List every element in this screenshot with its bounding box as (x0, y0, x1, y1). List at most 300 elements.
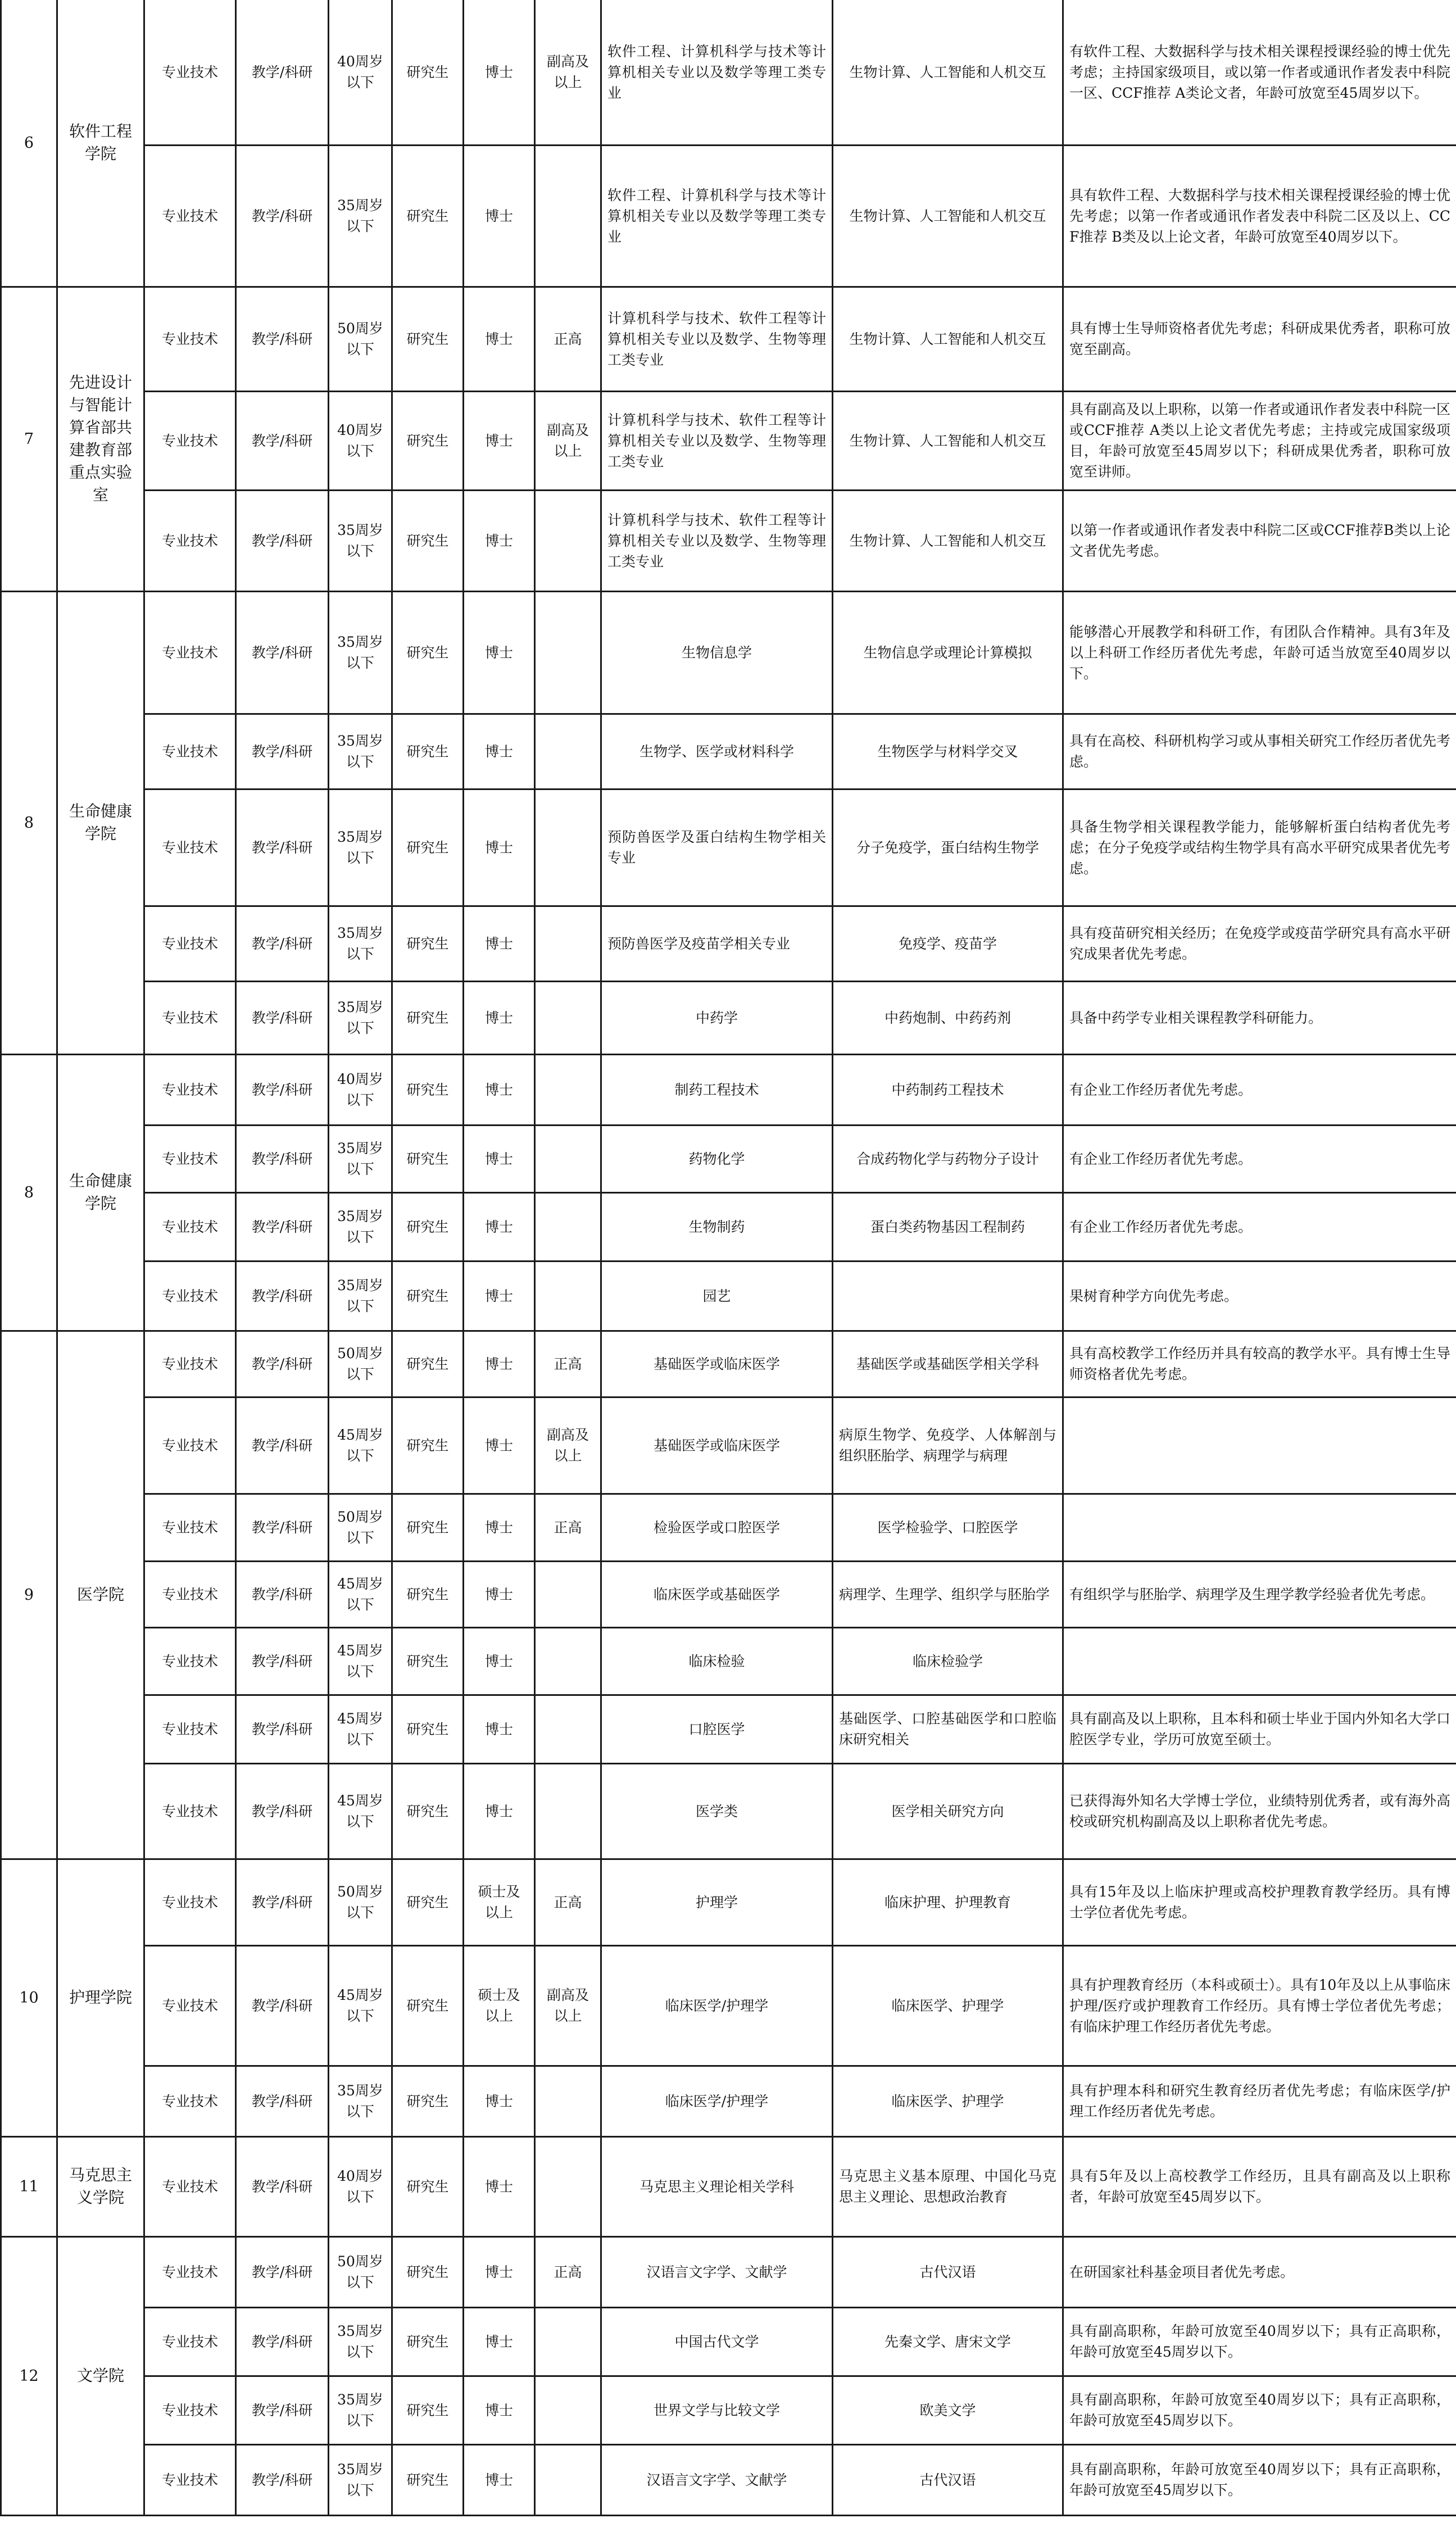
position-type: 教学/科研 (236, 1397, 329, 1494)
other-requirements: 具有副高及以上职称，且本科和硕士毕业于国内外知名大学口腔医学专业，学历可放宽至硕士。 (1063, 1695, 1456, 1763)
degree: 博士 (464, 287, 535, 391)
education: 研究生 (392, 2136, 464, 2236)
other-requirements (1063, 1627, 1456, 1695)
title-requirement (535, 1261, 601, 1331)
table-row (1, 1695, 1456, 1763)
title-requirement (535, 981, 601, 1054)
table-row (1, 490, 1456, 591)
seq-number: 12 (1, 2236, 57, 2515)
other-requirements: 在研国家社科基金项目者优先考虑。 (1063, 2236, 1456, 2307)
degree: 博士 (464, 1331, 535, 1397)
major-requirement: 检验医学或口腔医学 (601, 1494, 833, 1561)
position-category: 专业技术 (144, 906, 236, 981)
table-row (1, 2444, 1456, 2515)
research-direction: 古代汉语 (833, 2444, 1063, 2515)
age-requirement: 40周岁 以下 (329, 1054, 392, 1125)
age-requirement: 45周岁 以下 (329, 1945, 392, 2066)
other-requirements: 具有博士生导师资格者优先考虑；科研成果优秀者，职称可放宽至副高。 (1063, 287, 1456, 391)
position-type: 教学/科研 (236, 1261, 329, 1331)
research-direction: 病理学、生理学、组织学与胚胎学 (833, 1561, 1063, 1627)
major-requirement: 临床医学/护理学 (601, 1945, 833, 2066)
title-requirement: 正高 (535, 1494, 601, 1561)
position-category: 专业技术 (144, 2136, 236, 2236)
unit-name: 护理学院 (57, 1859, 144, 2136)
education: 研究生 (392, 2236, 464, 2307)
research-direction: 生物计算、人工智能和人机交互 (833, 490, 1063, 591)
table-row (1, 2066, 1456, 2136)
research-direction: 生物计算、人工智能和人机交互 (833, 145, 1063, 287)
education: 研究生 (392, 1192, 464, 1261)
other-requirements: 有企业工作经历者优先考虑。 (1063, 1054, 1456, 1125)
education: 研究生 (392, 1945, 464, 2066)
degree: 博士 (464, 906, 535, 981)
table-row (1, 2136, 1456, 2236)
research-direction: 生物医学与材料学交叉 (833, 714, 1063, 789)
other-requirements: 具有软件工程、大数据科学与技术相关课程授课经验的博士优先考虑；以第一作者或通讯作者发表中科院二区及以上、CCF推荐 B类及以上论文者，年龄可放宽至40周岁以下。 (1063, 145, 1456, 287)
degree: 博士 (464, 2376, 535, 2444)
major-requirement: 汉语言文字学、文献学 (601, 2236, 833, 2307)
research-direction (833, 1261, 1063, 1331)
position-type: 教学/科研 (236, 1331, 329, 1397)
position-type: 教学/科研 (236, 1695, 329, 1763)
title-requirement (535, 2444, 601, 2515)
research-direction: 蛋白类药物基因工程制药 (833, 1192, 1063, 1261)
age-requirement: 35周岁 以下 (329, 714, 392, 789)
major-requirement: 计算机科学与技术、软件工程等计算机相关专业以及数学、生物等理工类专业 (601, 490, 833, 591)
other-requirements (1063, 1494, 1456, 1561)
title-requirement: 正高 (535, 1331, 601, 1397)
age-requirement: 45周岁 以下 (329, 1397, 392, 1494)
major-requirement: 计算机科学与技术、软件工程等计算机相关专业以及数学、生物等理工类专业 (601, 287, 833, 391)
age-requirement: 40周岁 以下 (329, 391, 392, 490)
education: 研究生 (392, 1494, 464, 1561)
position-type: 教学/科研 (236, 1561, 329, 1627)
major-requirement: 生物学、医学或材料科学 (601, 714, 833, 789)
research-direction: 基础医学或基础医学相关学科 (833, 1331, 1063, 1397)
education: 研究生 (392, 2444, 464, 2515)
table-row (1, 1192, 1456, 1261)
age-requirement: 40周岁 以下 (329, 0, 392, 145)
degree: 博士 (464, 1125, 535, 1192)
other-requirements: 具有5年及以上高校教学工作经历，且具有副高及以上职称者，年龄可放宽至45周岁以下。 (1063, 2136, 1456, 2236)
research-direction: 生物计算、人工智能和人机交互 (833, 287, 1063, 391)
title-requirement (535, 906, 601, 981)
degree: 博士 (464, 1261, 535, 1331)
age-requirement: 35周岁 以下 (329, 2307, 392, 2376)
degree: 博士 (464, 490, 535, 591)
position-category: 专业技术 (144, 1627, 236, 1695)
degree: 博士 (464, 2444, 535, 2515)
table-row (1, 2307, 1456, 2376)
position-type: 教学/科研 (236, 1054, 329, 1125)
title-requirement (535, 1561, 601, 1627)
other-requirements: 具有副高及以上职称，以第一作者或通讯作者发表中科院一区或CCF推荐 A类以上论文者优先考虑；主持或完成国家级项目，年龄可放宽至45周岁以下；科研成果优秀者，职称可放宽至讲师。 (1063, 391, 1456, 490)
major-requirement: 口腔医学 (601, 1695, 833, 1763)
research-direction: 马克思主义基本原理、中国化马克思主义理论、思想政治教育 (833, 2136, 1063, 2236)
seq-number: 8 (1, 591, 57, 1054)
position-category: 专业技术 (144, 2376, 236, 2444)
major-requirement: 生物信息学 (601, 591, 833, 714)
position-type: 教学/科研 (236, 2236, 329, 2307)
other-requirements: 具有护理教育经历（本科或硕士）。具有10年及以上从事临床护理/医疗或护理教育工作经历。具有博士学位者优先考虑；有临床护理工作经历者优先考虑。 (1063, 1945, 1456, 2066)
research-direction: 临床医学、护理学 (833, 1945, 1063, 2066)
major-requirement: 临床医学/护理学 (601, 2066, 833, 2136)
table-row (1, 1054, 1456, 1125)
degree: 博士 (464, 591, 535, 714)
table-row (1, 1494, 1456, 1561)
unit-name: 生命健康 学院 (57, 591, 144, 1054)
degree: 博士 (464, 2136, 535, 2236)
title-requirement (535, 1627, 601, 1695)
seq-number: 10 (1, 1859, 57, 2136)
education: 研究生 (392, 287, 464, 391)
education: 研究生 (392, 789, 464, 906)
research-direction: 临床医学、护理学 (833, 2066, 1063, 2136)
research-direction: 病原生物学、免疫学、人体解剖与组织胚胎学、病理学与病理 (833, 1397, 1063, 1494)
major-requirement: 预防兽医学及蛋白结构生物学相关专业 (601, 789, 833, 906)
position-category: 专业技术 (144, 1192, 236, 1261)
age-requirement: 45周岁 以下 (329, 1695, 392, 1763)
major-requirement: 临床检验 (601, 1627, 833, 1695)
other-requirements: 具有在高校、科研机构学习或从事相关研究工作经历者优先考虑。 (1063, 714, 1456, 789)
position-type: 教学/科研 (236, 490, 329, 591)
position-category: 专业技术 (144, 591, 236, 714)
major-requirement: 医学类 (601, 1763, 833, 1859)
position-category: 专业技术 (144, 1561, 236, 1627)
education: 研究生 (392, 1695, 464, 1763)
position-category: 专业技术 (144, 2444, 236, 2515)
age-requirement: 35周岁 以下 (329, 1125, 392, 1192)
research-direction: 生物信息学或理论计算模拟 (833, 591, 1063, 714)
degree: 博士 (464, 145, 535, 287)
unit-name: 先进设计 与智能计 算省部共 建教育部 重点实验 室 (57, 287, 144, 591)
education: 研究生 (392, 145, 464, 287)
degree: 博士 (464, 1494, 535, 1561)
age-requirement: 50周岁 以下 (329, 1859, 392, 1945)
education: 研究生 (392, 1561, 464, 1627)
unit-name: 生命健康 学院 (57, 1054, 144, 1331)
age-requirement: 35周岁 以下 (329, 2444, 392, 2515)
other-requirements: 具有疫苗研究相关经历；在免疫学或疫苗学研究具有高水平研究成果者优先考虑。 (1063, 906, 1456, 981)
education: 研究生 (392, 1054, 464, 1125)
title-requirement (535, 2136, 601, 2236)
table-row (1, 287, 1456, 391)
seq-number: 6 (1, 0, 57, 287)
unit-name: 软件工程 学院 (57, 0, 144, 287)
table-row (1, 1627, 1456, 1695)
age-requirement: 35周岁 以下 (329, 490, 392, 591)
title-requirement (535, 1695, 601, 1763)
education: 研究生 (392, 2307, 464, 2376)
major-requirement: 马克思主义理论相关学科 (601, 2136, 833, 2236)
major-requirement: 汉语言文字学、文献学 (601, 2444, 833, 2515)
position-category: 专业技术 (144, 2307, 236, 2376)
position-category: 专业技术 (144, 1945, 236, 2066)
table-row (1, 2376, 1456, 2444)
major-requirement: 中药学 (601, 981, 833, 1054)
table-row (1, 714, 1456, 789)
degree: 硕士及 以上 (464, 1859, 535, 1945)
degree: 博士 (464, 1192, 535, 1261)
table-row (1, 981, 1456, 1054)
other-requirements: 具备中药学专业相关课程教学科研能力。 (1063, 981, 1456, 1054)
title-requirement (535, 591, 601, 714)
research-direction: 生物计算、人工智能和人机交互 (833, 391, 1063, 490)
table-row (1, 1945, 1456, 2066)
age-requirement: 35周岁 以下 (329, 591, 392, 714)
position-type: 教学/科研 (236, 0, 329, 145)
position-type: 教学/科研 (236, 1192, 329, 1261)
age-requirement: 45周岁 以下 (329, 1763, 392, 1859)
education: 研究生 (392, 1397, 464, 1494)
education: 研究生 (392, 1261, 464, 1331)
table-row (1, 391, 1456, 490)
other-requirements: 具有副高职称，年龄可放宽至40周岁以下；具有正高职称，年龄可放宽至45周岁以下。 (1063, 2444, 1456, 2515)
age-requirement: 50周岁 以下 (329, 287, 392, 391)
education: 研究生 (392, 714, 464, 789)
major-requirement: 计算机科学与技术、软件工程等计算机相关专业以及数学、生物等理工类专业 (601, 391, 833, 490)
major-requirement: 软件工程、计算机科学与技术等计算机相关专业以及数学等理工类专业 (601, 145, 833, 287)
seq-number: 7 (1, 287, 57, 591)
age-requirement: 35周岁 以下 (329, 981, 392, 1054)
title-requirement: 正高 (535, 2236, 601, 2307)
unit-name: 马克思主 义学院 (57, 2136, 144, 2236)
position-category: 专业技术 (144, 1125, 236, 1192)
research-direction: 中药制药工程技术 (833, 1054, 1063, 1125)
degree: 博士 (464, 2066, 535, 2136)
degree: 博士 (464, 1054, 535, 1125)
education: 研究生 (392, 591, 464, 714)
major-requirement: 基础医学或临床医学 (601, 1331, 833, 1397)
position-category: 专业技术 (144, 490, 236, 591)
degree: 博士 (464, 2307, 535, 2376)
other-requirements: 具有副高职称，年龄可放宽至40周岁以下；具有正高职称，年龄可放宽至45周岁以下。 (1063, 2376, 1456, 2444)
other-requirements: 具有副高职称，年龄可放宽至40周岁以下；具有正高职称，年龄可放宽至45周岁以下。 (1063, 2307, 1456, 2376)
age-requirement: 45周岁 以下 (329, 1561, 392, 1627)
research-direction: 中药炮制、中药药剂 (833, 981, 1063, 1054)
degree: 博士 (464, 2236, 535, 2307)
other-requirements: 有企业工作经历者优先考虑。 (1063, 1125, 1456, 1192)
age-requirement: 35周岁 以下 (329, 2066, 392, 2136)
age-requirement: 35周岁 以下 (329, 1261, 392, 1331)
other-requirements: 有企业工作经历者优先考虑。 (1063, 1192, 1456, 1261)
title-requirement (535, 2376, 601, 2444)
degree: 博士 (464, 1397, 535, 1494)
table-row (1, 591, 1456, 714)
education: 研究生 (392, 391, 464, 490)
unit-name: 医学院 (57, 1331, 144, 1859)
title-requirement: 正高 (535, 1859, 601, 1945)
position-type: 教学/科研 (236, 1763, 329, 1859)
position-category: 专业技术 (144, 1054, 236, 1125)
major-requirement: 临床医学或基础医学 (601, 1561, 833, 1627)
seq-number: 9 (1, 1331, 57, 1859)
major-requirement: 药物化学 (601, 1125, 833, 1192)
position-category: 专业技术 (144, 1859, 236, 1945)
position-category: 专业技术 (144, 2236, 236, 2307)
research-direction: 免疫学、疫苗学 (833, 906, 1063, 981)
education: 研究生 (392, 906, 464, 981)
age-requirement: 35周岁 以下 (329, 2376, 392, 2444)
degree: 博士 (464, 1627, 535, 1695)
age-requirement: 40周岁 以下 (329, 2136, 392, 2236)
major-requirement: 预防兽医学及疫苗学相关专业 (601, 906, 833, 981)
degree: 博士 (464, 391, 535, 490)
unit-name: 文学院 (57, 2236, 144, 2515)
research-direction: 合成药物化学与药物分子设计 (833, 1125, 1063, 1192)
other-requirements: 果树育种学方向优先考虑。 (1063, 1261, 1456, 1331)
position-type: 教学/科研 (236, 981, 329, 1054)
position-type: 教学/科研 (236, 714, 329, 789)
other-requirements: 具有高校教学工作经历并具有较高的教学水平。具有博士生导师资格者优先考虑。 (1063, 1331, 1456, 1397)
degree: 博士 (464, 789, 535, 906)
position-category: 专业技术 (144, 1397, 236, 1494)
age-requirement: 50周岁 以下 (329, 1494, 392, 1561)
position-type: 教学/科研 (236, 789, 329, 906)
title-requirement: 副高及 以上 (535, 0, 601, 145)
position-type: 教学/科研 (236, 1859, 329, 1945)
table-row (1, 1561, 1456, 1627)
education: 研究生 (392, 490, 464, 591)
table-row (1, 0, 1456, 145)
age-requirement: 35周岁 以下 (329, 1192, 392, 1261)
education: 研究生 (392, 2066, 464, 2136)
other-requirements: 有软件工程、大数据科学与技术相关课程授课经验的博士优先考虑；主持国家级项目，或以第一作者或通讯作者发表中科院一区、CCF推荐 A类论文者，年龄可放宽至45周岁以下。 (1063, 0, 1456, 145)
age-requirement: 45周岁 以下 (329, 1627, 392, 1695)
position-category: 专业技术 (144, 1695, 236, 1763)
position-category: 专业技术 (144, 1494, 236, 1561)
position-category: 专业技术 (144, 1261, 236, 1331)
title-requirement: 正高 (535, 287, 601, 391)
title-requirement: 副高及 以上 (535, 391, 601, 490)
title-requirement (535, 2066, 601, 2136)
degree: 博士 (464, 1763, 535, 1859)
table-row (1, 1859, 1456, 1945)
table-row (1, 145, 1456, 287)
title-requirement (535, 1192, 601, 1261)
title-requirement (535, 2307, 601, 2376)
position-type: 教学/科研 (236, 2376, 329, 2444)
other-requirements: 具有15年及以上临床护理或高校护理教育教学经历。具有博士学位者优先考虑。 (1063, 1859, 1456, 1945)
seq-number: 8 (1, 1054, 57, 1331)
position-type: 教学/科研 (236, 906, 329, 981)
degree: 硕士及 以上 (464, 1945, 535, 2066)
position-type: 教学/科研 (236, 391, 329, 490)
research-direction: 医学检验学、口腔医学 (833, 1494, 1063, 1561)
title-requirement: 副高及 以上 (535, 1945, 601, 2066)
position-category: 专业技术 (144, 1331, 236, 1397)
major-requirement: 世界文学与比较文学 (601, 2376, 833, 2444)
research-direction: 先秦文学、唐宋文学 (833, 2307, 1063, 2376)
position-type: 教学/科研 (236, 2307, 329, 2376)
title-requirement (535, 1054, 601, 1125)
position-type: 教学/科研 (236, 287, 329, 391)
research-direction: 医学相关研究方向 (833, 1763, 1063, 1859)
major-requirement: 软件工程、计算机科学与技术等计算机相关专业以及数学等理工类专业 (601, 0, 833, 145)
other-requirements: 具备生物学相关课程教学能力，能够解析蛋白结构者优先考虑；在分子免疫学或结构生物学具有高水平研究成果者优先考虑。 (1063, 789, 1456, 906)
title-requirement (535, 1763, 601, 1859)
title-requirement: 副高及 以上 (535, 1397, 601, 1494)
position-type: 教学/科研 (236, 1125, 329, 1192)
education: 研究生 (392, 1125, 464, 1192)
position-type: 教学/科研 (236, 1945, 329, 2066)
position-type: 教学/科研 (236, 2136, 329, 2236)
position-type: 教学/科研 (236, 2066, 329, 2136)
position-category: 专业技术 (144, 1763, 236, 1859)
position-category: 专业技术 (144, 2066, 236, 2136)
position-type: 教学/科研 (236, 2444, 329, 2515)
degree: 博士 (464, 714, 535, 789)
table-row (1, 1125, 1456, 1192)
position-type: 教学/科研 (236, 1627, 329, 1695)
age-requirement: 35周岁 以下 (329, 145, 392, 287)
table-row (1, 1397, 1456, 1494)
research-direction: 临床护理、护理教育 (833, 1859, 1063, 1945)
major-requirement: 基础医学或临床医学 (601, 1397, 833, 1494)
position-category: 专业技术 (144, 0, 236, 145)
other-requirements: 具有护理本科和研究生教育经历者优先考虑；有临床医学/护理工作经历者优先考虑。 (1063, 2066, 1456, 2136)
age-requirement: 50周岁 以下 (329, 2236, 392, 2307)
education: 研究生 (392, 981, 464, 1054)
degree: 博士 (464, 1561, 535, 1627)
position-type: 教学/科研 (236, 591, 329, 714)
position-type: 教学/科研 (236, 145, 329, 287)
position-category: 专业技术 (144, 145, 236, 287)
research-direction: 分子免疫学，蛋白结构生物学 (833, 789, 1063, 906)
degree: 博士 (464, 1695, 535, 1763)
degree: 博士 (464, 981, 535, 1054)
education: 研究生 (392, 2376, 464, 2444)
table-row (1, 906, 1456, 981)
title-requirement (535, 1125, 601, 1192)
seq-number: 11 (1, 2136, 57, 2236)
education: 研究生 (392, 0, 464, 145)
research-direction: 生物计算、人工智能和人机交互 (833, 0, 1063, 145)
age-requirement: 35周岁 以下 (329, 906, 392, 981)
major-requirement: 生物制药 (601, 1192, 833, 1261)
position-category: 专业技术 (144, 714, 236, 789)
education: 研究生 (392, 1763, 464, 1859)
title-requirement (535, 145, 601, 287)
other-requirements (1063, 1397, 1456, 1494)
other-requirements: 以第一作者或通讯作者发表中科院二区或CCF推荐B类以上论文者优先考虑。 (1063, 490, 1456, 591)
table-row (1, 1261, 1456, 1331)
table-row (1, 1763, 1456, 1859)
table-row (1, 2236, 1456, 2307)
position-category: 专业技术 (144, 391, 236, 490)
major-requirement: 护理学 (601, 1859, 833, 1945)
position-type: 教学/科研 (236, 1494, 329, 1561)
major-requirement: 园艺 (601, 1261, 833, 1331)
research-direction: 古代汉语 (833, 2236, 1063, 2307)
education: 研究生 (392, 1331, 464, 1397)
title-requirement (535, 714, 601, 789)
table-row (1, 789, 1456, 906)
title-requirement (535, 789, 601, 906)
major-requirement: 制药工程技术 (601, 1054, 833, 1125)
education: 研究生 (392, 1859, 464, 1945)
title-requirement (535, 490, 601, 591)
education: 研究生 (392, 1627, 464, 1695)
degree: 博士 (464, 0, 535, 145)
other-requirements: 已获得海外知名大学博士学位，业绩特别优秀者，或有海外高校或研究机构副高及以上职称者优先考虑。 (1063, 1763, 1456, 1859)
research-direction: 基础医学、口腔基础医学和口腔临床研究相关 (833, 1695, 1063, 1763)
major-requirement: 中国古代文学 (601, 2307, 833, 2376)
research-direction: 临床检验学 (833, 1627, 1063, 1695)
other-requirements: 有组织学与胚胎学、病理学及生理学教学经验者优先考虑。 (1063, 1561, 1456, 1627)
age-requirement: 35周岁 以下 (329, 789, 392, 906)
position-category: 专业技术 (144, 287, 236, 391)
